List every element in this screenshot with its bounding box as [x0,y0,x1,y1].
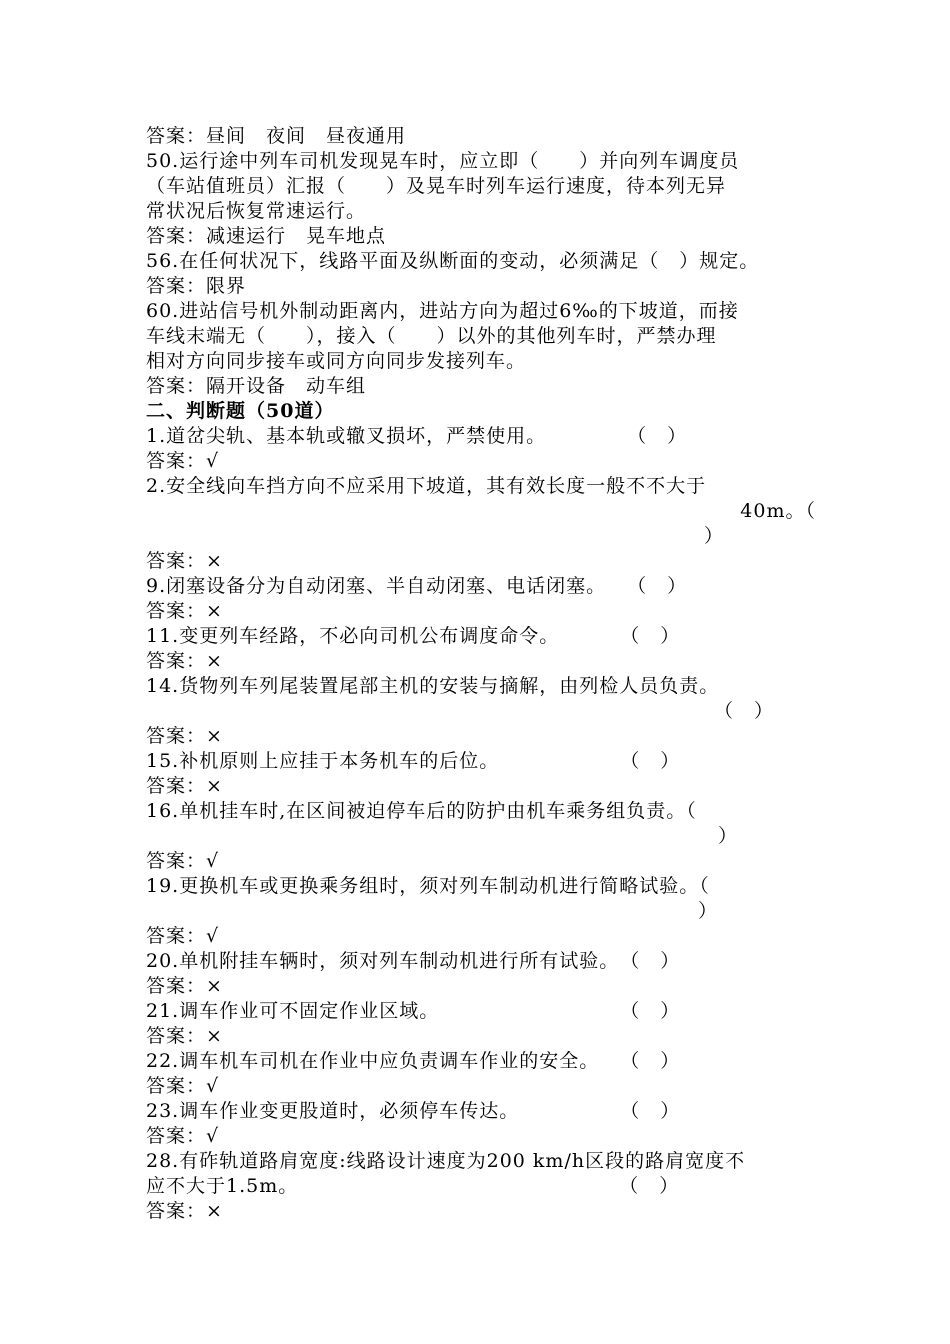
question-line: 9.闭塞设备分为自动闭塞、半自动闭塞、电话闭塞。 （ ） [146,575,688,597]
answer-line: 答案：× [146,600,223,622]
question-line: 车线末端无（ ），接入（ ）以外的其他列车时，严禁办理 [146,325,717,347]
answer-line: 答案：限界 [146,275,247,297]
answer-line: 答案：× [146,1025,223,1047]
answer-line: 答案：隔开设备 动车组 [146,375,367,397]
question-line: 50.运行途中列车司机发现晃车时，应立即（ ）并向列车调度员 [146,150,740,172]
answer-line: 答案：√ [146,1125,220,1147]
question-line: 16.单机挂车时,在区间被迫停车后的防护由机车乘务组负责。（ [146,800,697,822]
question-line: 1.道岔尖轨、基本轨或辙叉损坏，严禁使用。 （ ） [146,425,688,447]
question-line: 40m。（ [740,500,816,522]
answer-line: 答案：× [146,725,223,747]
question-bracket: （ ） [713,700,774,722]
answer-line: 答案：√ [146,1075,220,1097]
answer-line: 答案：× [146,975,223,997]
answer-line: 答案：× [146,775,223,797]
answer-line: 答案：× [146,550,223,572]
question-bracket: ） [703,525,724,547]
document-page [146,124,826,1224]
question-line: 15.补机原则上应挂于本务机车的后位。 （ ） [146,750,681,772]
question-line: 21.调车作业可不固定作业区域。 （ ） [146,1000,681,1022]
question-line: 常状况后恢复常速运行。 [146,200,367,222]
answer-line: 答案：× [146,1200,223,1222]
question-line: 60.进站信号机外制动距离内，进站方向为超过6‰的下坡道，而接 [146,300,739,322]
question-line: 14.货物列车列尾装置尾部主机的安装与摘解，由列检人员负责。 [146,675,720,697]
section-heading: 二、判断题（50道） [146,400,335,422]
question-line: 应不大于1.5m。 （ ） [146,1175,680,1197]
question-line: 28.有砟轨道路肩宽度:线路设计速度为200 km/h区段的路肩宽度不 [146,1150,746,1172]
question-line: 23.调车作业变更股道时，必须停车传达。 （ ） [146,1100,681,1122]
question-bracket: ） [697,900,718,922]
question-line: 相对方向同步接车或同方向同步发接列车。 [146,350,527,372]
answer-line: 答案：昼间 夜间 昼夜通用 [146,125,407,147]
question-bracket: ） [717,825,738,847]
question-line: 11.变更列车经路，不必向司机公布调度命令。 （ ） [146,625,681,647]
question-line: 56.在任何状况下，线路平面及纵断面的变动，必须满足（ ）规定。 [146,250,760,272]
answer-line: 答案：× [146,650,223,672]
question-line: 19.更换机车或更换乘务组时，须对列车制动机进行简略试验。（ [146,875,710,897]
answer-line: 答案：减速运行 晃车地点 [146,225,387,247]
answer-line: 答案：√ [146,450,220,472]
answer-line: 答案：√ [146,925,220,947]
answer-line: 答案：√ [146,850,220,872]
question-line: 22.调车机车司机在作业中应负责调车作业的安全。 （ ） [146,1050,681,1072]
question-line: （车站值班员）汇报（ ）及晃车时列车运行速度，待本列无异 [146,175,727,197]
question-line: 20.单机附挂车辆时，须对列车制动机进行所有试验。 （ ） [146,950,681,972]
question-line: 2.安全线向车挡方向不应采用下坡道，其有效长度一般不不大于 [146,475,707,497]
